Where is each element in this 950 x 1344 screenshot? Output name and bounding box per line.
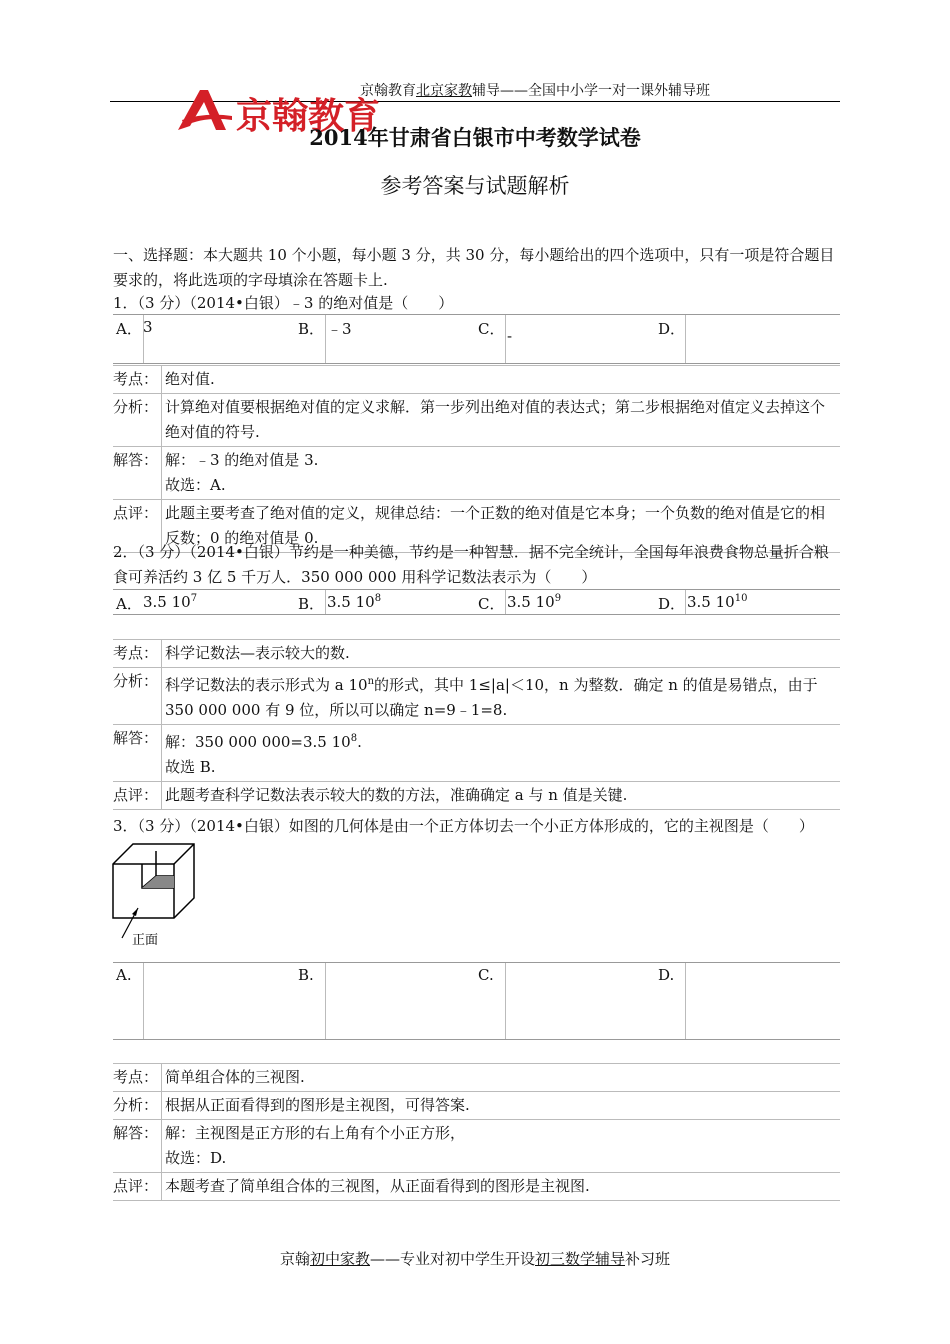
- question-1-solution: [113, 365, 840, 553]
- row-label: 解答：: [113, 725, 162, 781]
- question-2-stem: 2．（3 分）（2014•白银）节约是一种美德，节约是一种智慧．据不完全统计，全国每年浪费食物总量折合粮食可养活约 3 亿 5 千万人．350 000 000 用科学记数法表示为（ ）: [113, 543, 829, 586]
- option-c[interactable]: [475, 315, 655, 363]
- option-label: A．: [116, 320, 142, 338]
- row-label: 点评：: [113, 500, 162, 552]
- footer-text: ——专业对初中学生开设: [369, 1250, 535, 1268]
- row-text: 科学记数法—表示较大的数.: [165, 644, 350, 662]
- answer-text: 解：350 000 000=3.5 10: [165, 733, 351, 751]
- header-suffix: 辅导——全国中小学一对一课外辅导班: [472, 83, 710, 99]
- analysis-exponent: n: [367, 676, 375, 687]
- row-label: 考点：: [113, 366, 162, 393]
- option-label: A．: [116, 595, 142, 613]
- option-label: D.: [658, 966, 675, 984]
- row-label: 点评：: [113, 782, 162, 809]
- option-divider: [505, 590, 506, 614]
- kaodian-row: [113, 1063, 840, 1091]
- question-1-stem: 1．（3 分）（2014•白银）﹣3 的绝对值是（ ）: [113, 294, 454, 312]
- answer-choice: 故选：A.: [165, 476, 226, 494]
- cube-cut-icon: [108, 838, 208, 950]
- question-3-stem: 3．（3 分）（2014•白银）如图的几何体是由一个正方体切去一个小正方体形成的，它的主视图是（ ）: [113, 817, 814, 835]
- row-label: 分析：: [113, 394, 162, 446]
- answer-line: [165, 726, 837, 755]
- option-value: 3.5 10: [143, 593, 191, 611]
- option-label: C.: [478, 966, 494, 984]
- row-label: 解答：: [113, 447, 162, 499]
- option-value: ﹣3: [327, 320, 352, 338]
- option-label: D．: [658, 595, 686, 613]
- option-value: -: [507, 327, 513, 345]
- footer: [0, 1248, 950, 1269]
- option-b[interactable]: [295, 315, 475, 363]
- option-label: B．: [298, 595, 325, 613]
- row-text: 计算绝对值要根据绝对值的定义求解．第一步列出绝对值的表达式；第二步根据绝对值定义去掉这个绝对值的符号.: [165, 398, 826, 441]
- jieda-row: [113, 724, 840, 781]
- page-subtitle: 参考答案与试题解析: [380, 174, 570, 198]
- logo-text: 京翰教育: [236, 96, 381, 137]
- row-text: [162, 1120, 840, 1172]
- option-exponent: 9: [554, 593, 562, 604]
- option-b[interactable]: [295, 963, 475, 1039]
- jieda-row: [113, 1119, 840, 1172]
- row-text: [162, 725, 840, 781]
- row-text: 绝对值.: [165, 370, 215, 388]
- row-text: 根据从正面看得到的图形是主视图，可得答案.: [165, 1096, 470, 1114]
- analysis-text: 科学记数法的表示形式为 a 10: [165, 676, 368, 694]
- option-divider: [325, 315, 326, 363]
- option-value: 3: [143, 318, 153, 336]
- row-label: 分析：: [113, 668, 162, 724]
- option-divider: [143, 963, 144, 1039]
- jieda-row: [113, 446, 840, 499]
- row-label: 考点：: [113, 640, 162, 667]
- answer-exponent: 8: [350, 733, 358, 744]
- option-label: A.: [116, 966, 132, 984]
- option-value: 3.5 10: [507, 593, 555, 611]
- section-intro: 一、选择题：本大题共 10 个小题，每小题 3 分，共 30 分，每小题给出的四个选项中，只有一项是符合题目要求的，将此选项的字母填涂在答题卡上.: [113, 246, 835, 289]
- front-label: 正面: [132, 933, 159, 948]
- cube-figure: [108, 838, 208, 950]
- fenxi-row: [113, 667, 840, 724]
- answer-text: .: [357, 733, 362, 751]
- option-a[interactable]: [113, 590, 295, 614]
- option-divider: [685, 315, 686, 363]
- row-text: 此题主要考查了绝对值的定义，规律总结：一个正数的绝对值是它本身；一个负数的绝对值是它的相反数；0 的绝对值是 0.: [165, 504, 826, 547]
- option-d[interactable]: [655, 963, 840, 1039]
- answer-choice: 故选：D.: [165, 1149, 227, 1167]
- option-a[interactable]: [113, 963, 295, 1039]
- option-divider: [325, 963, 326, 1039]
- dianping-row: [113, 781, 840, 810]
- option-d[interactable]: [655, 315, 840, 363]
- question-2-solution: [113, 639, 840, 810]
- header-prefix: 京翰教育: [360, 83, 416, 99]
- footer-text: 补习班: [625, 1250, 671, 1268]
- page-title: 2014年甘肃省白银市中考数学试卷: [309, 125, 641, 150]
- option-exponent: 7: [190, 593, 198, 604]
- answer-line: 解：﹣3 的绝对值是 3.: [165, 451, 319, 469]
- option-label: B．: [298, 320, 325, 338]
- option-exponent: 8: [374, 593, 382, 604]
- option-divider: [505, 963, 506, 1039]
- question-2-options: [113, 589, 840, 615]
- option-label: D．: [658, 320, 686, 338]
- dianping-row: [113, 1172, 840, 1201]
- row-label: 考点：: [113, 1064, 162, 1091]
- option-a[interactable]: [113, 315, 295, 363]
- option-c[interactable]: [475, 963, 655, 1039]
- option-divider: [325, 590, 326, 614]
- option-divider: [685, 590, 686, 614]
- row-label: 点评：: [113, 1173, 162, 1200]
- kaodian-row: [113, 639, 840, 667]
- answer-choice: 故选 B.: [165, 758, 216, 776]
- footer-link-tutor[interactable]: 初中家教: [309, 1250, 370, 1268]
- option-value: 3.5 10: [687, 593, 735, 611]
- option-divider: [685, 963, 686, 1039]
- question-3-solution: [113, 1063, 840, 1201]
- option-exponent: 10: [734, 593, 748, 604]
- option-c[interactable]: [475, 590, 655, 614]
- row-label: 分析：: [113, 1092, 162, 1119]
- question-1-options: [113, 314, 840, 364]
- row-text: [162, 447, 840, 499]
- footer-link-math[interactable]: 初三数学辅导: [535, 1250, 626, 1268]
- fenxi-row: [113, 1091, 840, 1119]
- question-3-options: [113, 962, 840, 1040]
- option-b[interactable]: [295, 590, 475, 614]
- row-text: [162, 668, 840, 724]
- analysis-text: 的形式，其中 1≤|a|＜10，n 为整数．确定 n 的值是易错点，由于 350 000 000 有 9 位，所以可以确定 n=9﹣1=8.: [165, 676, 818, 719]
- row-text: 简单组合体的三视图.: [165, 1068, 305, 1086]
- option-label: B.: [298, 966, 314, 984]
- footer-text: 京翰: [279, 1250, 310, 1268]
- option-label: C．: [478, 320, 505, 338]
- answer-line: 解：主视图是正方形的右上角有个小正方形，: [165, 1124, 466, 1142]
- option-d[interactable]: [655, 590, 840, 614]
- option-label: C．: [478, 595, 505, 613]
- row-text: 本题考查了简单组合体的三视图，从正面看得到的图形是主视图.: [165, 1177, 590, 1195]
- row-text: 此题考查科学记数法表示较大的数的方法，准确确定 a 与 n 值是关键.: [165, 786, 628, 804]
- row-label: 解答：: [113, 1120, 162, 1172]
- option-divider: [505, 315, 506, 363]
- fenxi-row: [113, 393, 840, 446]
- header-link[interactable]: 北京家教: [416, 83, 472, 99]
- option-value: 3.5 10: [327, 593, 375, 611]
- kaodian-row: [113, 365, 840, 393]
